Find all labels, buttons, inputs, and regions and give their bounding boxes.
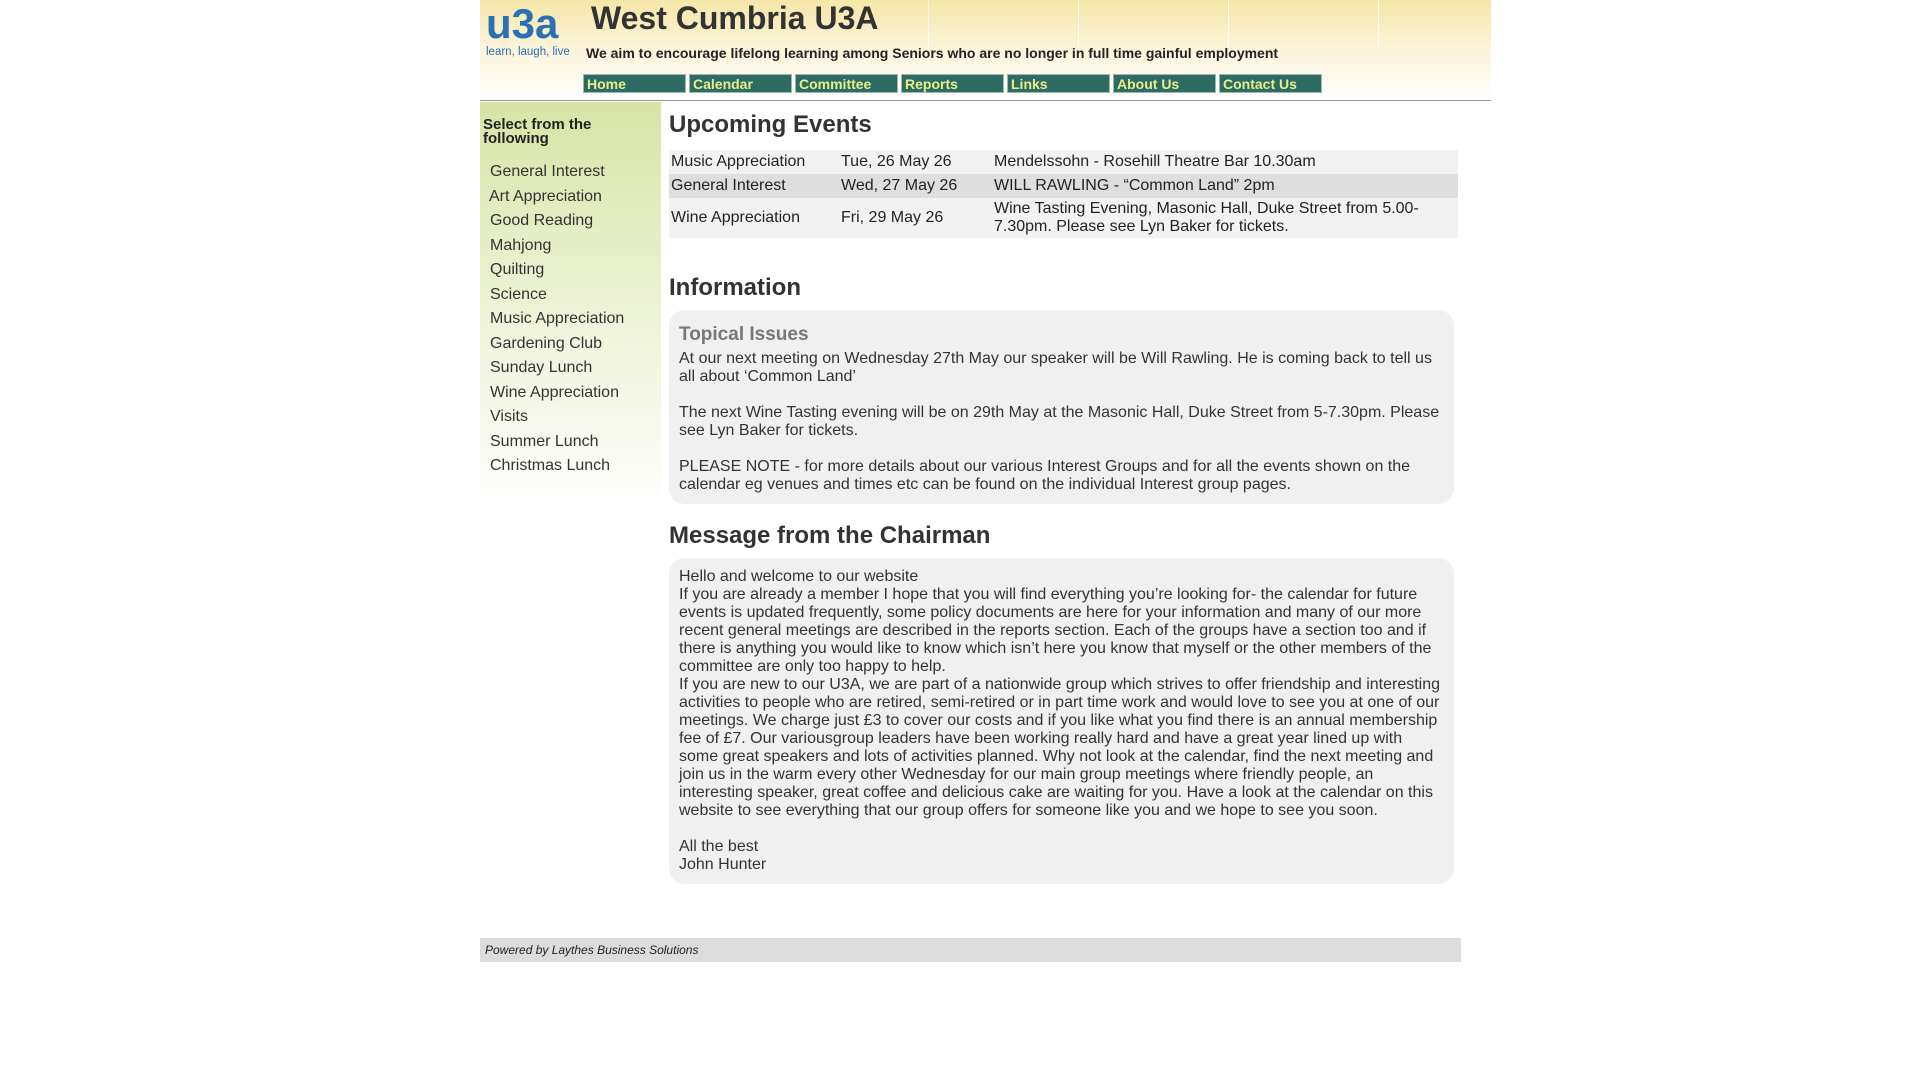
site-tagline: We aim to encourage lifelong learning among Seniors who are no longer in full time gainful employment [586, 45, 1279, 61]
event-date: Wed, 27 May 26 [839, 174, 992, 198]
nav-home[interactable]: Home [583, 74, 686, 93]
header-divider [1228, 0, 1229, 48]
sidebar-item-art-appreciation[interactable]: Art Appreciation [489, 187, 602, 205]
event-detail: Mendelssohn - Rosehill Theatre Bar 10.30am [992, 150, 1458, 174]
sidebar-list [480, 160, 661, 479]
nav-reports[interactable]: Reports [901, 74, 1004, 93]
information-paragraph: At our next meeting on Wednesday 27th May our speaker will be Will Rawling. He is coming back to tell us all about ‘Common Land’ [679, 350, 1432, 385]
site-footer[interactable]: Powered by Laythes Business Solutions [480, 938, 1461, 962]
event-group: General Interest [669, 174, 839, 198]
main-nav [583, 74, 1325, 93]
nav-about-us[interactable]: About Us [1113, 74, 1216, 93]
chairman-paragraph: If you are new to our U3A, we are part of a nationwide group which strives to offer friendship and interesting activities to people who are retired, semi-retired or in part time work and would love to see you at one of our meetings. We charge just £3 to cover our costs and if you like what you find there is an annual membership fee of £7. Our variousgroup leaders have been working really hard and have a great year lined up with some great speakers and lots of activities planned. Why not look at the calendar, find the next meeting and join us in the warm every other Wednesday for our main group meetings where friendly people, an interesting speaker, great coffee and delicious cake are waiting for you. Have a look at the calendar on this website to see everything that our group offers for someone like you and we hope to see you soon. [679, 676, 1441, 819]
event-date: Tue, 26 May 26 [839, 150, 992, 174]
event-row [669, 150, 1458, 174]
nav-links[interactable]: Links [1007, 74, 1110, 93]
chairman-message-box [669, 558, 1454, 884]
sidebar-item-visits[interactable]: Visits [490, 408, 528, 425]
sidebar-item-music-appreciation[interactable]: Music Appreciation [490, 310, 625, 327]
information-paragraph: The next Wine Tasting evening will be on 29th May at the Masonic Hall, Duke Street from 5-7.30pm. Please see Lyn Baker for tickets. [679, 404, 1440, 439]
event-date: Fri, 29 May 26 [839, 198, 992, 238]
chairman-greeting: Hello and welcome to our website [679, 568, 919, 585]
sidebar-item-christmas-lunch[interactable]: Christmas Lunch [490, 457, 611, 474]
sidebar-item-quilting[interactable]: Quilting [490, 261, 545, 278]
sidebar-item-wine-appreciation[interactable]: Wine Appreciation [490, 383, 619, 401]
events-table [669, 150, 1458, 238]
event-row [669, 174, 1458, 198]
sidebar-title: Select from the following [483, 116, 592, 147]
information-title: Information [669, 274, 801, 301]
event-group: Wine Appreciation [669, 198, 839, 238]
sidebar [480, 102, 661, 928]
sidebar-item-science[interactable]: Science [490, 285, 547, 303]
sidebar-item-sunday-lunch[interactable]: Sunday Lunch [490, 359, 593, 376]
chairman-message-title: Message from the Chairman [669, 522, 991, 549]
sidebar-item-gardening-club[interactable]: Gardening Club [490, 334, 603, 352]
chairman-name: John Hunter [679, 856, 767, 873]
u3a-logo[interactable] [484, 0, 580, 60]
event-group: Music Appreciation [669, 150, 839, 174]
logo-slogan: learn, laugh, live [486, 46, 570, 58]
sidebar-item-general-interest[interactable]: General Interest [490, 163, 605, 180]
header-divider [1078, 0, 1079, 48]
nav-committee[interactable]: Committee [795, 74, 898, 93]
sidebar-item-summer-lunch[interactable]: Summer Lunch [490, 432, 599, 450]
main-content [669, 110, 1459, 884]
logo-text: u3a [486, 0, 559, 47]
nav-calendar[interactable]: Calendar [689, 74, 792, 93]
sidebar-item-good-reading[interactable]: Good Reading [490, 212, 594, 229]
information-box [669, 310, 1454, 504]
chairman-paragraph: If you are already a member I hope that you will find everything you’re looking for- the calendar for future events is updated frequently, some policy documents are here for your information and many of our more recent general meetings are described in the reports section. Each of the groups have a section too and if there is anything you would like to know which isn’t here you know that myself or the other members of the committee are only too happy to help. [679, 586, 1432, 675]
page [480, 0, 1491, 957]
event-row [669, 198, 1458, 238]
site-title: West Cumbria U3A [591, 0, 879, 36]
event-detail: WILL RAWLING - “Common Land” 2pm [992, 174, 1458, 198]
sidebar-item-mahjong[interactable]: Mahjong [490, 236, 552, 254]
site-header [480, 0, 1491, 101]
header-divider [1378, 0, 1379, 48]
chairman-signoff: All the best [679, 838, 759, 855]
information-paragraph: PLEASE NOTE - for more details about our various Interest Groups and for all the events shown on the calendar eg venues and times etc can be found on the individual Interest group pages. [679, 458, 1411, 493]
upcoming-events-title: Upcoming Events [669, 111, 872, 138]
header-divider [928, 0, 929, 48]
nav-contact-us[interactable]: Contact Us [1219, 74, 1322, 93]
topical-issues-heading: Topical Issues [679, 324, 809, 345]
event-detail: Wine Tasting Evening, Masonic Hall, Duke Street from 5.00-7.30pm. Please see Lyn Baker for tickets. [992, 198, 1458, 238]
